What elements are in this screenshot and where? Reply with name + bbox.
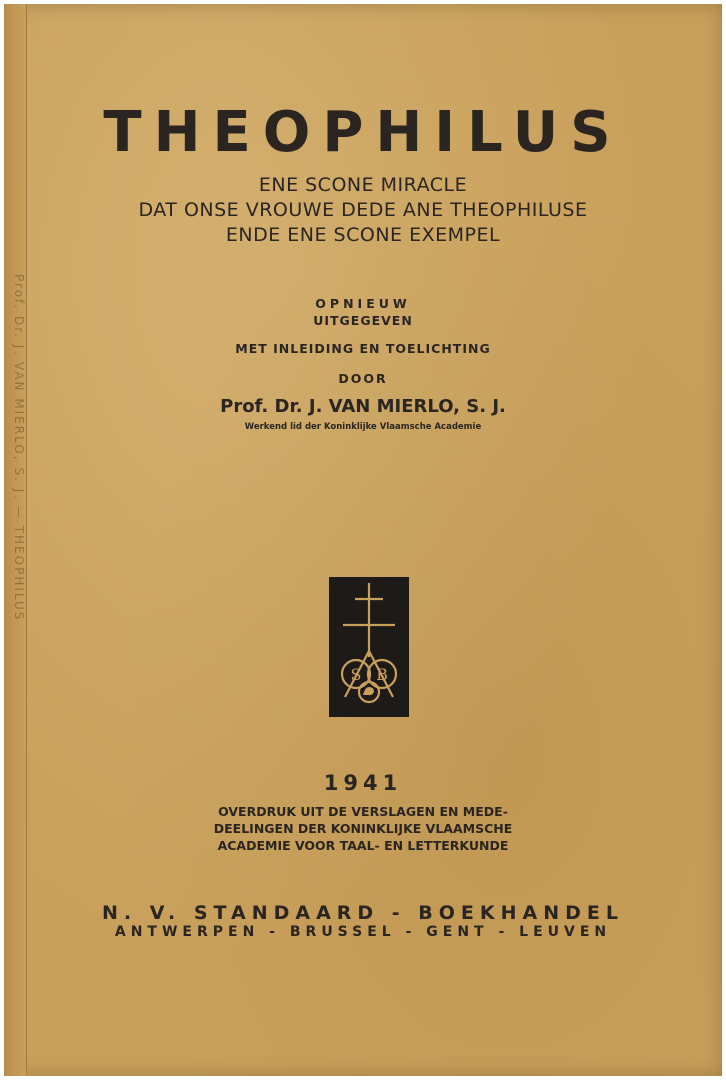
offprint-line-3: ACADEMIE VOOR TAAL- EN LETTERKUNDE xyxy=(217,838,509,853)
publisher-cities: ANTWERPEN - BRUSSEL - GENT - LEUVEN xyxy=(114,924,612,940)
author-name: Prof. Dr. J. VAN MIERLO, S. J. xyxy=(220,396,506,417)
mark-letter-b: B xyxy=(376,665,388,684)
subtitle-line-2: DAT ONSE VROUWE DEDE ANE THEOPHILUSE xyxy=(138,199,588,221)
subtitle-line-1: ENE SCONE MIRACLE xyxy=(258,174,468,196)
lion-icon xyxy=(363,687,374,695)
subtitle-line-3: ENDE ENE SCONE EXEMPEL xyxy=(225,224,501,246)
offprint-line-1: OVERDRUK UIT DE VERSLAGEN EN MEDE- xyxy=(218,804,508,819)
edition-line-2: UITGEGEVEN xyxy=(313,313,413,328)
author-affiliation: Werkend lid der Koninklijke Vlaamsche Academie xyxy=(244,422,482,432)
edition-line-4: DOOR xyxy=(338,371,388,386)
offprint-line-2: DEELINGEN DER KONINKLIJKE VLAAMSCHE xyxy=(213,821,513,836)
spine-title: Prof. Dr. J. VAN MIERLO, S. J. — THEOPHILUS xyxy=(12,274,26,622)
book-title: THEOPHILUS xyxy=(103,100,623,165)
edition-line-3: MET INLEIDING EN TOELICHTING xyxy=(235,341,491,356)
publication-year: 1941 xyxy=(323,771,403,795)
mark-letter-s: S xyxy=(350,665,362,684)
edition-line-1: OPNIEUW xyxy=(315,296,411,311)
publisher-mark xyxy=(329,577,409,717)
publisher-name: N. V. STANDAARD - BOEKHANDEL xyxy=(102,902,624,924)
cross-emblem-icon xyxy=(329,577,409,717)
